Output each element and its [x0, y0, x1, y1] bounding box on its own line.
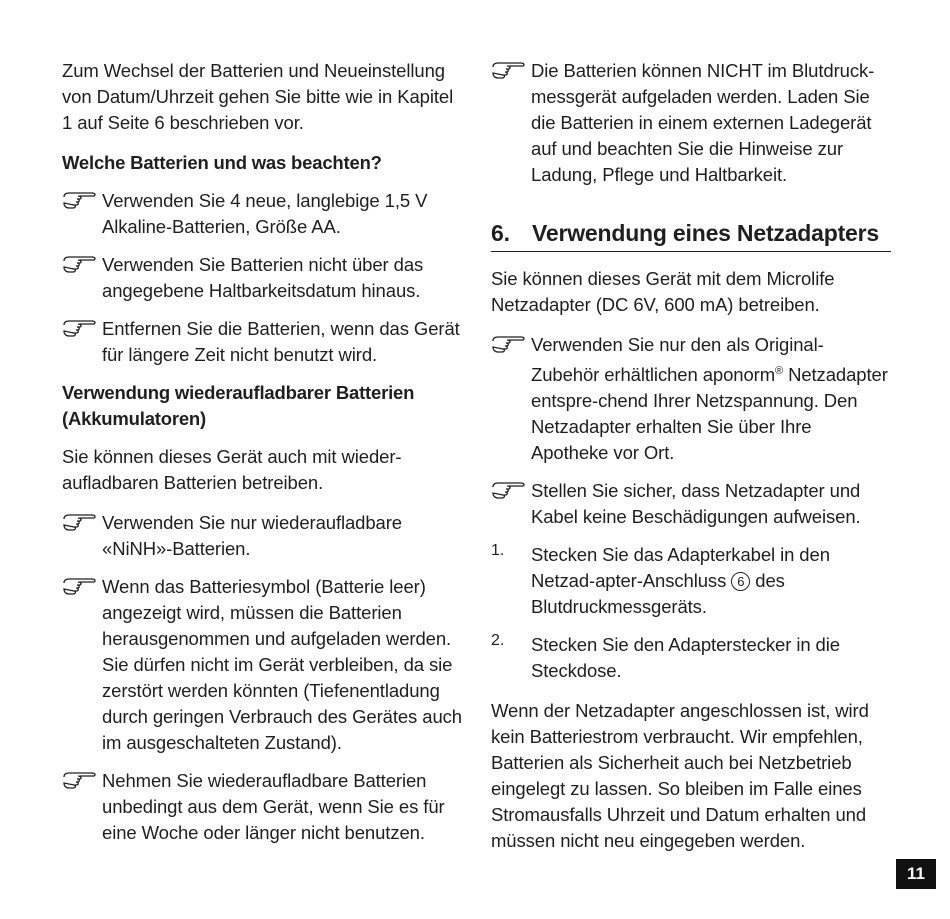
closing-paragraph: Wenn der Netzadapter angeschlossen ist, wird kein Batteriestrom verbraucht. Wir empfehlen, Batterien als Sicherheit auch bei Netzbetrieb eingelegt zu lassen. So bleiben im Falle eines Stromausfalls Uhrzeit und Datum erhalten und müssen nicht neu eingegeben werden.	[491, 700, 869, 852]
list-item	[62, 188, 462, 240]
pointing-hand-icon	[491, 335, 527, 355]
bullet-text: Nehmen Sie wiederaufladbare Batterien unbedingt aus dem Gerät, wenn Sie es für eine Woche oder länger nicht benutzen.	[102, 770, 445, 843]
right-column	[491, 58, 891, 868]
circled-number-6: 6	[731, 572, 750, 591]
bullet-text: Verwenden Sie Batterien nicht über das angegebene Haltbarkeitsdatum hinaus.	[102, 254, 424, 301]
heading-battery-choice: Welche Batterien und was beachten?	[62, 152, 382, 173]
pointing-hand-icon	[62, 771, 98, 791]
registered-mark: ®	[775, 365, 784, 377]
step-text	[531, 542, 891, 620]
pointing-hand-icon	[62, 319, 98, 339]
list-item	[62, 574, 462, 756]
bullet-text: Verwenden Sie 4 neue, langlebige 1,5 V Alkaline-Batterien, Größe AA.	[102, 190, 428, 237]
list-item	[62, 768, 462, 846]
pointing-hand-icon	[62, 255, 98, 275]
intro-paragraph: Zum Wechsel der Batterien und Neueinstellung von Datum/Uhrzeit gehen Sie bitte wie in Kapitel 1 auf Seite 6 beschrieben vor.	[62, 60, 454, 133]
step-number: 2.	[491, 632, 505, 650]
list-item	[491, 58, 891, 188]
page-number: 11	[896, 859, 936, 889]
step-text-part: Stecken Sie das Adapterkabel in den Netzad-apter-Anschluss	[531, 544, 830, 592]
bullet-text: Wenn das Batteriesymbol (Batterie leer) angezeigt wird, müssen die Batterien herausgenommen und aufgeladen werden. Sie dürfen nicht im Gerät verbleiben, da sie zerstört werden könnten (Tiefenentladung durch geringen Verbrauch des Gerätes auch im ausgeschalteten Zustand).	[102, 576, 462, 753]
bullet-text-part: Netzadapter entspre-chend Ihrer Netzspannung. Den Netzadapter erhalten Sie über Ihre Apotheke vor Ort.	[531, 364, 888, 464]
section-number: 6.	[491, 220, 510, 246]
bullet-text: Verwenden Sie nur wiederaufladbare «NiNH»-Batterien.	[102, 512, 402, 559]
numbered-step	[491, 632, 891, 684]
bullet-text	[531, 332, 891, 466]
bullet-text: Entfernen Sie die Batterien, wenn das Gerät für längere Zeit nicht benutzt wird.	[102, 318, 460, 365]
list-item	[491, 478, 891, 530]
step-number: 1.	[491, 542, 505, 560]
section-heading	[491, 218, 891, 252]
list-item	[62, 252, 462, 304]
step-text: Stecken Sie den Adapterstecker in die Steckdose.	[531, 634, 840, 682]
step-text-part: des Blutdruckmessgeräts.	[531, 570, 785, 618]
numbered-step	[491, 542, 891, 620]
list-item	[491, 332, 891, 466]
pointing-hand-icon	[62, 577, 98, 597]
left-column	[62, 58, 462, 858]
rechargeable-paragraph: Sie können dieses Gerät auch mit wieder-aufladbaren Batterien betreiben.	[62, 446, 402, 493]
pointing-hand-icon	[62, 191, 98, 211]
adapter-paragraph: Sie können dieses Gerät mit dem Microlife Netzadapter (DC 6V, 600 mA) betreiben.	[491, 268, 835, 315]
list-item	[62, 316, 462, 368]
pointing-hand-icon	[491, 61, 527, 81]
bullet-text: Stellen Sie sicher, dass Netzadapter und Kabel keine Beschädigungen aufweisen.	[531, 480, 861, 528]
pointing-hand-icon	[491, 481, 527, 501]
bullet-text: Die Batterien können NICHT im Blutdruck-messgerät aufgeladen werden. Laden Sie die Batterien in einem externen Ladegerät auf und beachten Sie die Hinweise zur Ladung, Pflege und Haltbarkeit.	[531, 60, 875, 185]
heading-rechargeable: Verwendung wiederaufladbarer Batterien (Akkumulatoren)	[62, 382, 415, 429]
bullet-text-part: Verwenden Sie nur den als Original-Zubehör erhältlichen aponorm	[531, 334, 824, 386]
list-item	[62, 510, 462, 562]
pointing-hand-icon	[62, 513, 98, 533]
section-title: Verwendung eines Netzadapters	[532, 220, 879, 246]
